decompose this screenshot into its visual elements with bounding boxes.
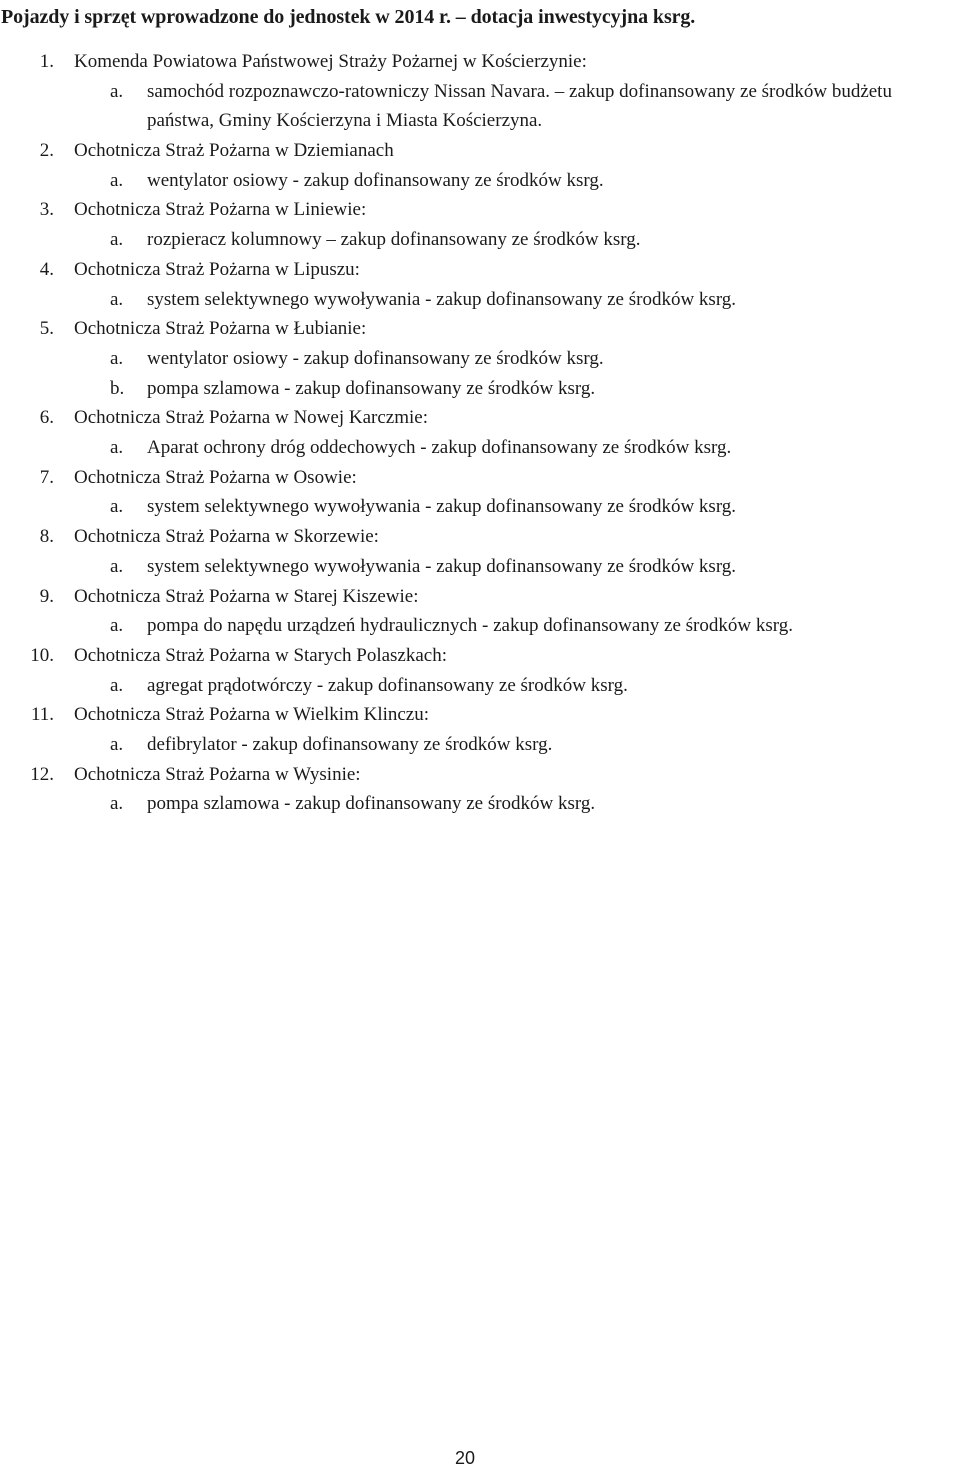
page-number: 20 <box>454 1448 476 1468</box>
item-letter: a. <box>110 437 124 459</box>
item-text: agregat prądotwórczy - zakup dofinansowany ze środków ksrg. <box>147 674 628 696</box>
unit-number: 5. <box>39 318 54 340</box>
list-item <box>0 285 960 315</box>
item-letter: a. <box>110 288 124 310</box>
unit-heading <box>0 760 960 790</box>
unit-number: 10. <box>30 644 54 666</box>
unit-heading <box>0 641 960 671</box>
item-letter: a. <box>110 674 124 696</box>
unit-list <box>0 47 960 819</box>
item-letter: a. <box>110 734 124 755</box>
list-item <box>0 166 960 196</box>
list-item <box>0 344 960 374</box>
item-letter: a. <box>110 615 124 637</box>
item-text: samochód rozpoznawczo-ratowniczy Nissan Navara. – zakup dofinansowany ze środków budżetu państwa, Gminy Kościerzyna i Miasta Kościerzyna. <box>147 80 892 132</box>
item-text: wentylator osiowy - zakup dofinansowany ze środków ksrg. <box>147 169 604 191</box>
item-text: system selektywnego wywoływania - zakup dofinansowany ze środków ksrg. <box>147 555 737 577</box>
item-letter: a. <box>110 169 124 191</box>
unit-name: Komenda Powiatowa Państwowej Straży Pożarnej w Kościerzynie: <box>74 51 587 72</box>
item-text: rozpieracz kolumnowy – zakup dofinansowany ze środków ksrg. <box>147 229 641 251</box>
unit-heading <box>0 582 960 612</box>
item-text: system selektywnego wywoływania - zakup dofinansowany ze środków ksrg. <box>147 288 737 310</box>
unit-number: 9. <box>39 585 54 607</box>
unit-name: Ochotnicza Straż Pożarna w Wielkim Klinczu: <box>74 704 430 726</box>
unit-number: 1. <box>39 51 54 72</box>
unit-name: Ochotnicza Straż Pożarna w Łubianie: <box>74 318 367 340</box>
unit-number: 12. <box>30 763 54 785</box>
unit-heading <box>0 522 960 552</box>
unit-name: Ochotnicza Straż Pożarna w Lipuszu: <box>74 258 360 280</box>
item-text: pompa szlamowa - zakup dofinansowany ze środków ksrg. <box>147 793 596 815</box>
unit-heading <box>0 47 960 77</box>
unit-name: Ochotnicza Straż Pożarna w Starej Kiszewie: <box>74 585 419 607</box>
list-item <box>0 671 960 701</box>
list-item <box>0 611 960 641</box>
list-item <box>0 225 960 255</box>
list-item <box>0 789 960 819</box>
unit-heading <box>0 136 960 166</box>
item-letter: b. <box>110 377 125 399</box>
list-item <box>0 374 960 404</box>
unit-number: 6. <box>39 407 54 429</box>
item-letter: a. <box>110 229 124 251</box>
list-item <box>0 492 960 522</box>
unit-heading <box>0 700 960 730</box>
unit-heading <box>0 195 960 225</box>
unit-name: Ochotnicza Straż Pożarna w Skorzewie: <box>74 526 379 548</box>
item-letter: a. <box>110 555 124 577</box>
unit-heading <box>0 255 960 285</box>
item-text: defibrylator - zakup dofinansowany ze środków ksrg. <box>147 734 553 755</box>
unit-number: 4. <box>39 258 54 280</box>
unit-name: Ochotnicza Straż Pożarna w Dziemianach <box>74 140 394 162</box>
item-text: system selektywnego wywoływania - zakup dofinansowany ze środków ksrg. <box>147 496 737 518</box>
list-item <box>0 77 960 136</box>
unit-number: 7. <box>39 466 54 488</box>
unit-heading <box>0 403 960 433</box>
unit-name: Ochotnicza Straż Pożarna w Osowie: <box>74 466 357 488</box>
unit-number: 2. <box>39 140 54 162</box>
list-item <box>0 552 960 582</box>
list-item <box>0 433 960 463</box>
unit-name: Ochotnicza Straż Pożarna w Wysinie: <box>74 763 361 785</box>
item-text: pompa do napędu urządzeń hydraulicznych - zakup dofinansowany ze środków ksrg. <box>147 615 793 637</box>
unit-name: Ochotnicza Straż Pożarna w Liniewie: <box>74 199 367 221</box>
item-text: wentylator osiowy - zakup dofinansowany ze środków ksrg. <box>147 347 604 369</box>
unit-heading <box>0 314 960 344</box>
page-title: Pojazdy i sprzęt wprowadzone do jednostek w 2014 r. – dotacja inwestycyjna ksrg. <box>1 6 696 28</box>
unit-heading <box>0 463 960 493</box>
item-text: Aparat ochrony dróg oddechowych - zakup dofinansowany ze środków ksrg. <box>147 437 732 459</box>
item-letter: a. <box>110 347 124 369</box>
unit-number: 3. <box>39 199 54 221</box>
unit-name: Ochotnicza Straż Pożarna w Nowej Karczmie: <box>74 407 428 429</box>
item-letter: a. <box>110 496 124 518</box>
unit-number: 11. <box>30 704 54 726</box>
item-text: pompa szlamowa - zakup dofinansowany ze środków ksrg. <box>147 377 596 399</box>
unit-number: 8. <box>39 526 54 548</box>
list-item <box>0 730 960 760</box>
item-letter: a. <box>110 793 124 815</box>
item-letter: a. <box>110 80 124 102</box>
unit-name: Ochotnicza Straż Pożarna w Starych Polaszkach: <box>74 644 448 666</box>
